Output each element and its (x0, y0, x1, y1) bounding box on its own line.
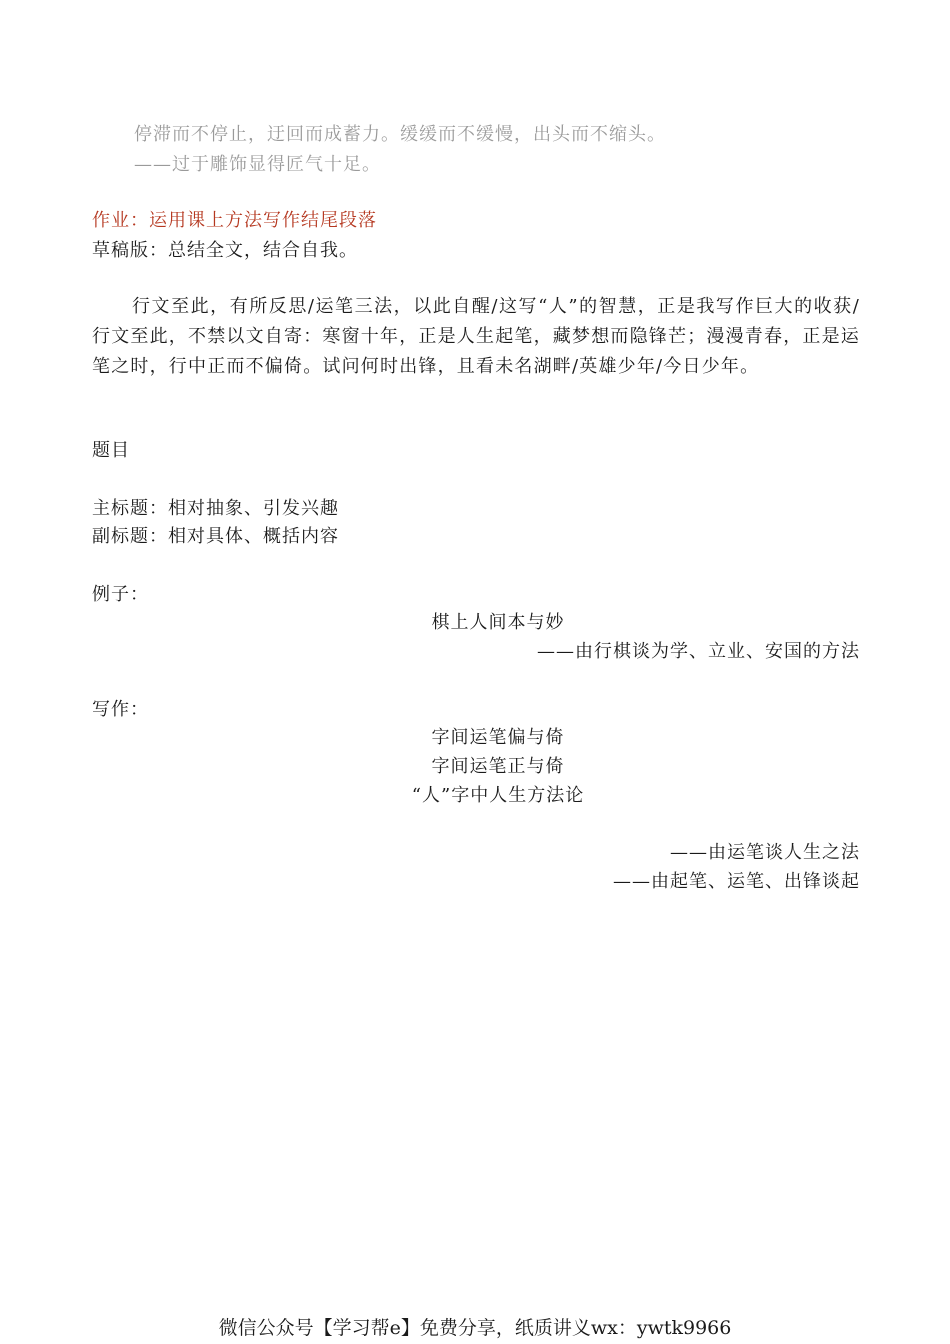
quote-line-2: ——过于雕饰显得匠气十足。 (134, 154, 381, 175)
quote-line-1: 停滞而不停止，迂回而成蓄力。缓缓而不缓慢，出头而不缩头。 (134, 124, 666, 145)
writing-subtitle-1: ——由运笔谈人生之法 (670, 842, 860, 863)
writing-label: 写作： (92, 699, 149, 720)
writing-subtitle-2: ——由起笔、运笔、出锋谈起 (613, 871, 860, 892)
footer-note: 微信公众号【学习帮e】免费分享，纸质讲义wx：ywtk9966 (218, 1317, 732, 1339)
sub-title-rule: 副标题：相对具体、概括内容 (92, 526, 339, 547)
writing-title-2: 字间运笔正与倚 (431, 756, 565, 777)
example-label: 例子： (92, 584, 149, 605)
draft-label: 草稿版：总结全文，结合自我。 (92, 240, 358, 261)
example-subtitle: ——由行棋谈为学、立业、安国的方法 (537, 641, 860, 662)
writing-title-1: 字间运笔偏与倚 (431, 727, 565, 748)
main-title-rule: 主标题：相对抽象、引发兴趣 (92, 498, 339, 519)
example-title: 棋上人间本与妙 (431, 612, 565, 633)
title-section-label: 题目 (92, 440, 130, 461)
writing-title-3: “人”字中人生方法论 (411, 785, 585, 806)
draft-paragraph: 行文至此，有所反思/运笔三法，以此自醒/这写“人”的智慧，正是我写作巨大的收获/行文至此，不禁以文自寄：寒窗十年，正是人生起笔，藏梦想而隐锋芒；漫漫青春，正是运笔之时，行中正而不偏倚。试问何时出锋，且看未名湖畔/英雄少年/今日少年。 (92, 296, 860, 377)
homework-heading: 作业：运用课上方法写作结尾段落 (92, 210, 377, 231)
